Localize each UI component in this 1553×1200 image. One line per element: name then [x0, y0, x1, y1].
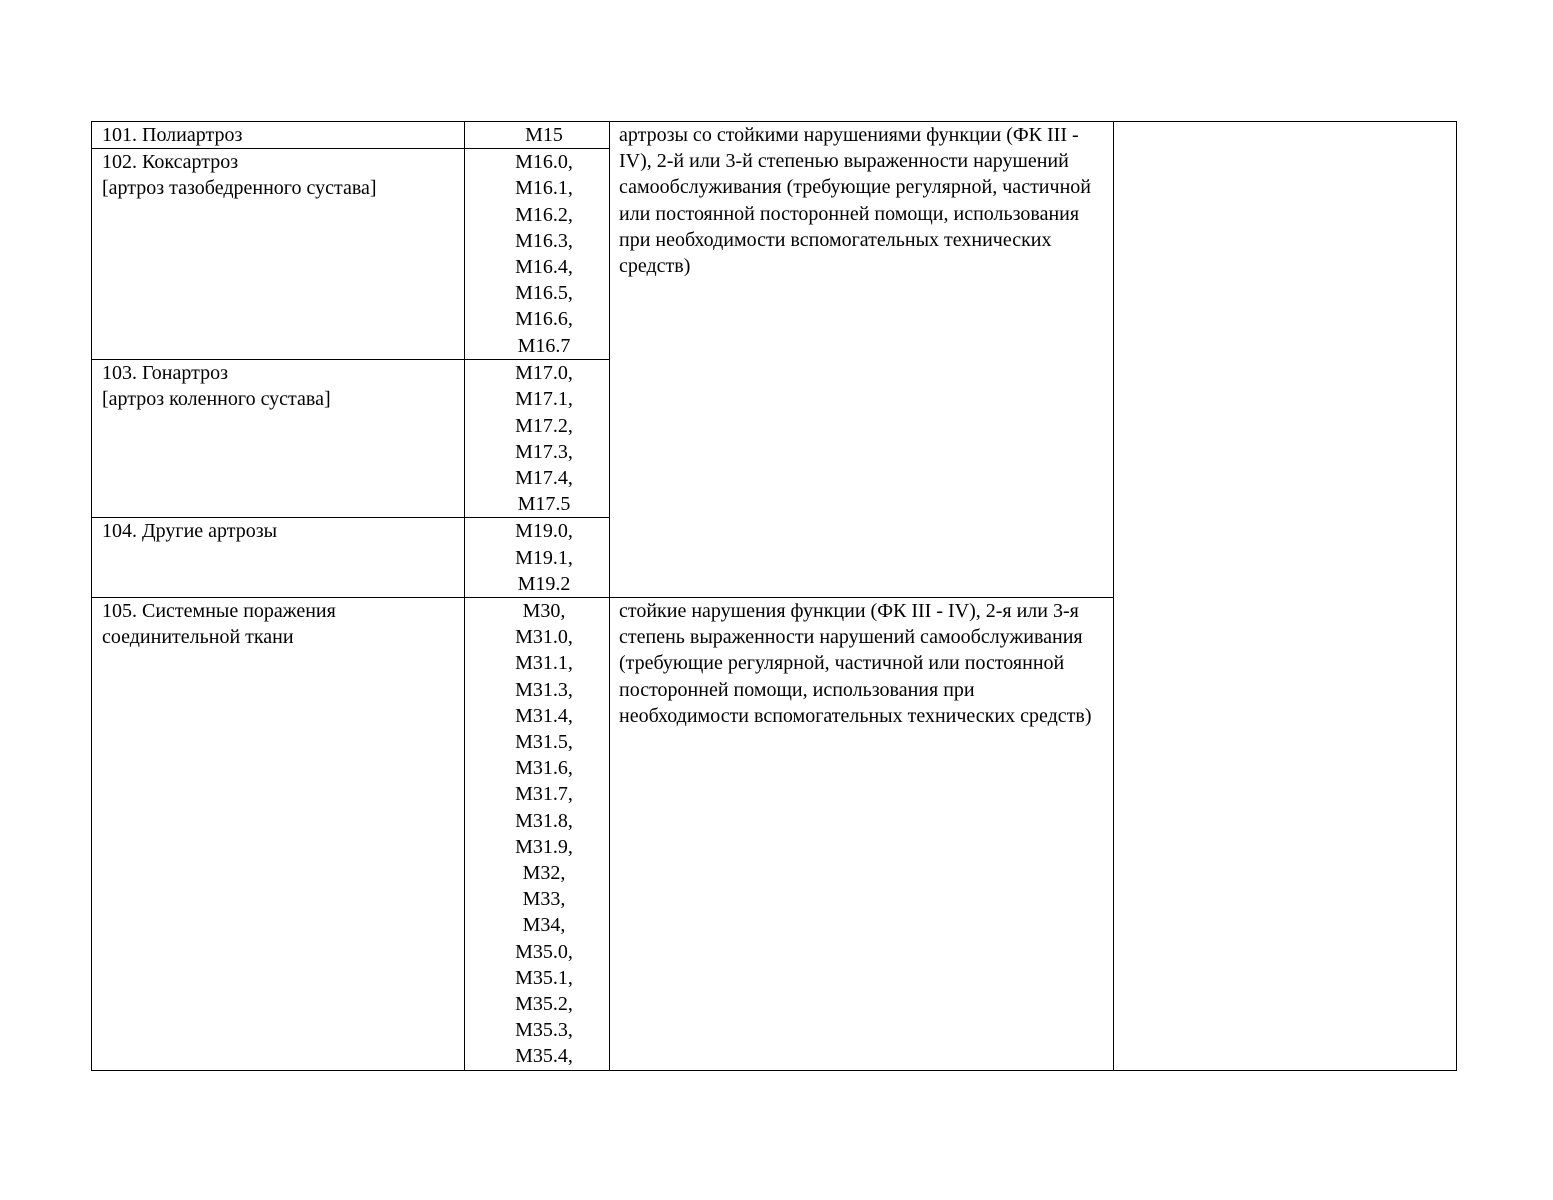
disease-table [91, 121, 1457, 1071]
icd-code: M31.8, [515, 809, 573, 832]
icd-code: M31.0, [515, 626, 573, 649]
icd-code: M17.0, [515, 362, 573, 385]
icd-code: M16.7 [517, 334, 571, 357]
disease-name-line: 101. Полиартроз [102, 124, 243, 146]
icd-code: M31.5, [515, 731, 573, 754]
icd-code: M19.1, [515, 546, 573, 569]
disease-name-line: [артроз тазобедренного сустава] [102, 177, 377, 200]
icd-code: M17.1, [515, 388, 573, 411]
icd-code: M35.4, [515, 1045, 573, 1068]
icd-code: M16.5, [515, 282, 573, 305]
criteria-cell [610, 122, 1114, 598]
icd-code: M35.2, [515, 993, 573, 1016]
disease-name-cell [92, 598, 465, 1071]
icd-code: M31.4, [515, 704, 573, 727]
icd-code: M16.1, [515, 177, 573, 200]
criteria-text: стойкие нарушения функции (ФК III - IV), 2-я или 3-я степень выраженности нарушений самообслуживания (требующие регулярной, частичной или постоянной посторонней помощи, использования при необходимости вспомогательных технических средств) [619, 600, 1092, 727]
icd-code: M33, [522, 888, 566, 911]
icd-code: M30, [522, 600, 566, 623]
icd-code: M16.0, [515, 151, 573, 174]
table-row [92, 122, 1457, 149]
icd-code: M19.2 [517, 572, 571, 595]
criteria-text: артрозы со стойкими нарушениями функции (ФК III - IV), 2-й или 3-й степенью выраженности нарушений самообслуживания (требующие регулярной, частичной или постоянной посторонней помощи, использования при необходимости вспомогательных технических средств) [619, 124, 1091, 278]
icd-code: M31.9, [515, 835, 573, 858]
icd-code: M17.4, [515, 467, 573, 490]
icd-code: M31.1, [515, 652, 573, 675]
icd-code-cell [465, 149, 610, 360]
disease-name-cell [92, 122, 465, 149]
icd-code-cell [465, 598, 610, 1071]
icd-code: M16.3, [515, 229, 573, 252]
icd-code: M31.7, [515, 783, 573, 806]
icd-code: M15 [525, 124, 563, 146]
icd-code: M35.1, [515, 966, 573, 989]
disease-name-line: соединительной ткани [102, 626, 294, 649]
icd-code: M31.3, [515, 678, 573, 701]
icd-code: M19.0, [515, 520, 573, 543]
icd-code-cell [465, 122, 610, 149]
disease-name-line: 102. Коксартроз [102, 151, 239, 174]
icd-code: M31.6, [515, 757, 573, 780]
icd-code: M16.2, [515, 203, 573, 226]
icd-code: M17.5 [517, 493, 571, 516]
disease-name-line: [артроз коленного сустава] [102, 388, 331, 411]
empty-cell [1114, 122, 1457, 1071]
icd-code-cell [465, 518, 610, 598]
disease-name-line: 104. Другие артрозы [102, 520, 278, 543]
icd-code: M35.3, [515, 1019, 573, 1042]
icd-code: M17.3, [515, 440, 573, 463]
disease-name-cell [92, 518, 465, 598]
disease-name-cell [92, 149, 465, 360]
icd-code: M16.6, [515, 308, 573, 331]
icd-code: M35.0, [515, 940, 573, 963]
icd-code-cell [465, 360, 610, 518]
criteria-cell [610, 598, 1114, 1071]
icd-code: M34, [522, 914, 566, 937]
icd-code: M32, [522, 862, 566, 885]
disease-name-cell [92, 360, 465, 518]
icd-code: M16.4, [515, 256, 573, 279]
disease-name-line: 105. Системные поражения [102, 600, 336, 623]
icd-code: M17.2, [515, 414, 573, 437]
disease-name-line: 103. Гонартроз [102, 362, 229, 385]
